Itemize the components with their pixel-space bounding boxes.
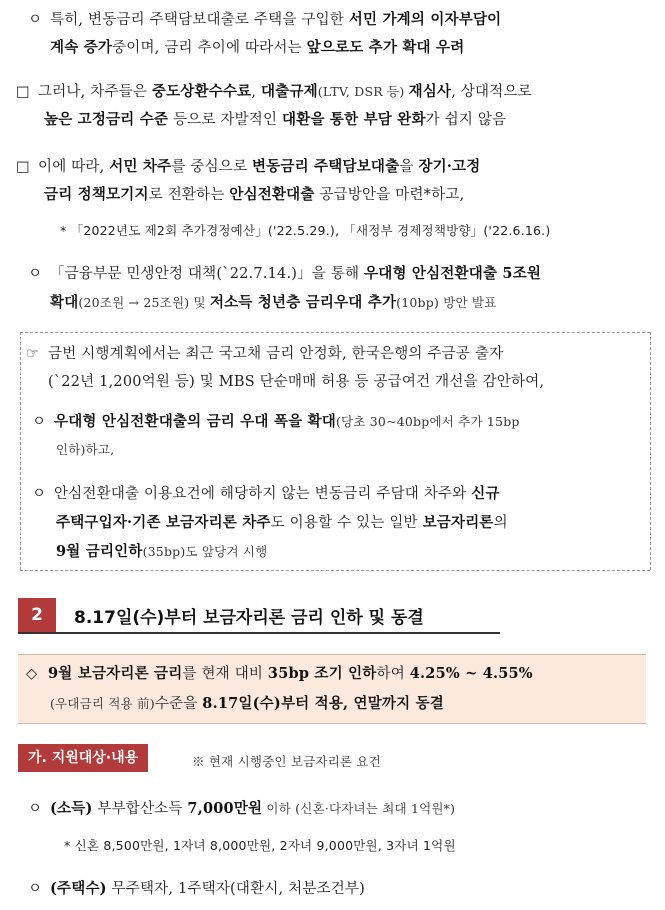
bullet-line-cont: 9월 금리인하(35bp)도 앞당겨 시행	[56, 543, 268, 560]
subsection-tag: 가. 지원대상·내용	[18, 744, 148, 772]
box-top-border	[20, 332, 650, 333]
summary-line-cont: (우대금리 적용 前)수준을 8.17일(수)부터 적용, 연말까지 동결	[50, 695, 445, 712]
pointing-hand-icon: ☞	[26, 346, 40, 362]
section-underline	[18, 632, 500, 634]
section-title: 8.17일(수)부터 보금자리론 금리 인하 및 동결	[74, 608, 424, 628]
box-right-border	[650, 332, 651, 570]
bullet-line-cont: 인하)하고,	[56, 442, 115, 457]
footnote: * 「2022년도 제2회 추가경정예산」('22.5.29.), 「새정부 경제정책방향」('22.6.16.)	[60, 223, 551, 238]
bullet-line: ㅇ 우대형 안심전환대출의 금리 우대 폭을 확대(당초 30~40bp에서 추가 15bp	[32, 413, 520, 430]
subsection-note: ※ 현재 시행중인 보금자리론 요건	[192, 754, 381, 769]
footnote: * 신혼 8,500만원, 1자녀 8,000만원, 2자녀 9,000만원, 3자녀 1억원	[64, 838, 456, 853]
diamond-icon: ◇	[26, 666, 38, 682]
box-bottom-border	[20, 570, 650, 571]
square-bullet-line-cont: 높은 고정금리 수준 등으로 자발적인 대환을 통한 부담 완화가 쉽지 않음	[44, 111, 507, 128]
bullet-line: ㅇ 「금융부문 민생안정 대책(`22.7.14.)」을 통해 우대형 안심전환대출 5조원	[28, 265, 542, 282]
square-bullet-line: □ 그러나, 차주들은 중도상환수수료, 대출규제(LTV, DSR 등) 재심사, 상대적으로	[16, 83, 532, 100]
bullet-line: ㅇ 특히, 변동금리 주택담보대출로 주택을 구입한 서민 가계의 이자부담이	[28, 11, 502, 28]
bullet-line-cont: 확대(20조원 → 25조원) 및 저소득 청년층 금리우대 추가(10bp) 방안 발표	[50, 294, 497, 311]
arrow-note-line: ☞ 금번 시행계획에서는 최근 국고채 금리 안정화, 한국은행의 주금공 출자	[26, 346, 504, 362]
criteria-item: ㅇ (주택수) 무주택자, 1주택자(대환시, 처분조건부)	[28, 880, 366, 897]
square-bullet-line: □ 이에 따라, 서민 차주를 중심으로 변동금리 주택담보대출을 장기·고정	[16, 158, 481, 175]
bullet-line-cont: 주택구입자·기존 보금자리론 차주도 이용할 수 있는 일반 보금자리론의	[56, 514, 508, 531]
summary-line: ◇ 9월 보금자리론 금리를 현재 대비 35bp 조기 인하하여 4.25% ~ 4.55%	[26, 665, 533, 682]
box-left-border	[20, 332, 21, 570]
arrow-note-line-cont: (`22년 1,200억원 등) 및 MBS 단순매매 허용 등 공급여건 개선을 감안하여,	[48, 374, 545, 390]
bullet-line-cont: 계속 증가중이며, 금리 추이에 따라서는 앞으로도 추가 확대 우려	[50, 39, 465, 56]
section-number: 2	[18, 598, 56, 632]
criteria-item: ㅇ (소득) 부부합산소득 7,000만원 이하 (신혼·다자녀는 최대 1억원*)	[28, 800, 456, 817]
square-bullet-line-cont: 금리 정책모기지로 전환하는 안심전환대출 공급방안을 마련*하고,	[44, 186, 465, 203]
bullet-line: ㅇ 안심전환대출 이용요건에 해당하지 않는 변동금리 주담대 차주와 신규	[32, 485, 500, 502]
